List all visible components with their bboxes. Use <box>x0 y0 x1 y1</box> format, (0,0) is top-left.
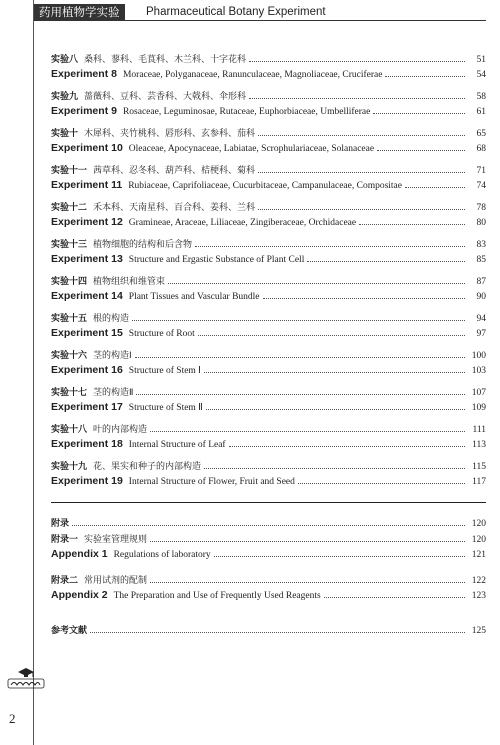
toc-entry-group <box>51 200 486 232</box>
toc-entry-zh[interactable] <box>51 311 486 327</box>
entry-number: Experiment 9 <box>51 105 117 117</box>
toc-entry-references[interactable] <box>51 623 486 639</box>
toc-entry-zh[interactable] <box>51 200 486 216</box>
leader-dots <box>373 113 465 114</box>
toc-entry-zh[interactable] <box>51 237 486 253</box>
entry-title: Internal Structure of Flower, Fruit and Seed <box>128 477 295 487</box>
toc-entry-en[interactable] <box>51 364 486 380</box>
entry-number: Experiment 11 <box>51 179 123 191</box>
entry-title: 茜草科、忍冬科、葫芦科、桔梗科、菊科 <box>93 166 256 176</box>
entry-title: Gramineae, Araceae, Liliaceae, Zingiberaceae, Orchidaceae <box>128 218 357 228</box>
toc-entry-en[interactable] <box>51 216 486 232</box>
entry-number: 参考文献 <box>51 626 88 636</box>
entry-title: 常用试剂的配制 <box>84 576 148 586</box>
entry-page: 111 <box>472 425 486 435</box>
entry-page: 85 <box>476 255 486 265</box>
entry-page: 120 <box>471 535 486 545</box>
header-title-en: Pharmaceutical Botany Experiment <box>146 6 326 18</box>
running-header <box>34 2 486 21</box>
leader-dots <box>249 61 465 62</box>
toc-entry-en[interactable] <box>51 327 486 343</box>
entry-title: 叶的内部构造 <box>93 425 148 435</box>
leader-dots <box>195 246 465 247</box>
entry-title: Rubiaceae, Caprifoliaceae, Cucurbitaceae, Campanulaceae, Compositae <box>128 181 402 191</box>
entry-number: Appendix 1 <box>51 548 108 560</box>
toc-entry-en[interactable] <box>51 253 486 269</box>
entry-page: 58 <box>476 92 486 102</box>
entry-page: 74 <box>476 181 486 191</box>
entry-number: 实验十一 <box>51 166 88 176</box>
entry-title: Plant Tissues and Vascular Bundle <box>128 292 260 302</box>
toc-entry-en[interactable] <box>51 179 486 195</box>
entry-page: 109 <box>471 403 486 413</box>
page-number: 2 <box>9 711 16 726</box>
entry-page: 71 <box>476 166 486 176</box>
entry-number: 实验十三 <box>51 240 88 250</box>
entry-title: Structure and Ergastic Substance of Plant Cell <box>128 255 305 265</box>
leader-dots <box>229 446 465 447</box>
entry-number: Experiment 12 <box>51 216 123 228</box>
toc-entry-group <box>51 459 486 491</box>
table-of-contents <box>51 52 486 496</box>
entry-number: Experiment 19 <box>51 475 123 487</box>
entry-page: 122 <box>471 576 486 586</box>
entry-page: 123 <box>471 591 486 601</box>
entry-number: 实验十五 <box>51 314 88 324</box>
entry-page: 107 <box>471 388 486 398</box>
entry-number: Experiment 10 <box>51 142 123 154</box>
toc-entry-appendix-2-en[interactable] <box>51 589 486 605</box>
entry-page: 120 <box>471 519 486 529</box>
entry-number: 实验十八 <box>51 425 88 435</box>
entry-number: 实验十四 <box>51 277 88 287</box>
leader-dots <box>214 556 465 557</box>
entry-page: 103 <box>471 366 486 376</box>
entry-title: 木犀科、夹竹桃科、唇形科、玄参科、茄科 <box>84 129 256 139</box>
entry-number: 实验十 <box>51 129 79 139</box>
entry-page: 121 <box>471 550 486 560</box>
leader-dots <box>258 172 465 173</box>
toc-entry-zh[interactable] <box>51 52 486 68</box>
leader-dots <box>150 541 465 542</box>
entry-title: 禾本科、天南星科、百合科、姜科、兰科 <box>93 203 256 213</box>
entry-title: 实验室管理规则 <box>84 535 148 545</box>
entry-page: 61 <box>476 107 486 117</box>
entry-number: 实验十六 <box>51 351 88 361</box>
leader-dots <box>136 394 465 395</box>
toc-entry-en[interactable] <box>51 475 486 491</box>
leader-dots <box>132 320 465 321</box>
entry-number: Experiment 18 <box>51 438 123 450</box>
entry-page: 115 <box>472 462 486 472</box>
entry-title: The Preparation and Use of Frequently Used Reagents <box>113 591 321 601</box>
entry-title: 花、果实和种子的内部构造 <box>93 462 202 472</box>
entry-title: 茎的构造Ⅱ <box>93 388 134 398</box>
toc-entry-zh[interactable] <box>51 163 486 179</box>
leader-dots <box>249 98 465 99</box>
toc-entry-zh[interactable] <box>51 459 486 475</box>
entry-page: 90 <box>476 292 486 302</box>
leader-dots <box>377 150 465 151</box>
toc-entry-zh[interactable] <box>51 274 486 290</box>
toc-entry-group <box>51 126 486 158</box>
leader-dots <box>204 468 465 469</box>
toc-entry-zh[interactable] <box>51 89 486 105</box>
entry-page: 65 <box>476 129 486 139</box>
entry-page: 54 <box>476 70 486 80</box>
entry-title: 根的构造 <box>93 314 130 324</box>
leader-dots <box>150 431 465 432</box>
toc-entry-group <box>51 89 486 121</box>
entry-title: 植物组织和维管束 <box>93 277 166 287</box>
entry-page: 97 <box>476 329 486 339</box>
entry-title: Structure of Stem Ⅰ <box>128 366 201 376</box>
leader-dots <box>135 357 465 358</box>
entry-page: 68 <box>476 144 486 154</box>
toc-entry-group <box>51 274 486 306</box>
entry-page: 83 <box>476 240 486 250</box>
entry-page: 125 <box>471 626 486 636</box>
leader-dots <box>206 409 465 410</box>
entry-title: Oleaceae, Apocynaceae, Labiatae, Scrophulariaceae, Solanaceae <box>128 144 375 154</box>
entry-number: 实验十七 <box>51 388 88 398</box>
entry-number: Experiment 14 <box>51 290 123 302</box>
leader-dots <box>405 187 465 188</box>
entry-number: Experiment 13 <box>51 253 123 265</box>
toc-entry-en[interactable] <box>51 142 486 158</box>
entry-number: Experiment 16 <box>51 364 123 376</box>
entry-title: 蔷薇科、豆科、芸香科、大戟科、伞形科 <box>84 92 247 102</box>
toc-entry-en[interactable] <box>51 290 486 306</box>
entry-title: 植物细胞的结构和后含物 <box>93 240 193 250</box>
toc-entry-group <box>51 422 486 454</box>
toc-entry-zh[interactable] <box>51 385 486 401</box>
leader-dots <box>359 224 465 225</box>
leader-dots <box>204 372 465 373</box>
leader-dots <box>258 135 465 136</box>
toc-entry-zh[interactable] <box>51 126 486 142</box>
section-divider <box>51 502 486 503</box>
entry-number: 附录一 <box>51 535 79 545</box>
toc-entry-en[interactable] <box>51 105 486 121</box>
entry-page: 94 <box>476 314 486 324</box>
entry-title: 桑科、蓼科、毛茛科、木兰科、十字花科 <box>84 55 247 65</box>
entry-page: 78 <box>476 203 486 213</box>
entry-page: 113 <box>472 440 486 450</box>
leader-dots <box>307 261 465 262</box>
toc-entry-zh[interactable] <box>51 348 486 364</box>
toc-entry-group <box>51 163 486 195</box>
entry-title: Structure of Stem Ⅱ <box>128 403 203 413</box>
toc-entry-appendix-1-en[interactable] <box>51 548 486 564</box>
entry-page: 51 <box>476 55 486 65</box>
toc-entry-zh[interactable] <box>51 422 486 438</box>
entry-title: Structure of Root <box>128 329 195 339</box>
entry-page: 117 <box>472 477 486 487</box>
toc-entry-group <box>51 237 486 269</box>
toc-entry-appendix-2-zh[interactable] <box>51 573 486 589</box>
entry-number: Experiment 17 <box>51 401 123 413</box>
leader-dots <box>324 597 465 598</box>
toc-entry-en[interactable] <box>51 438 486 454</box>
entry-page: 100 <box>471 351 486 361</box>
entry-number: Experiment 8 <box>51 68 117 80</box>
entry-number: 实验八 <box>51 55 79 65</box>
toc-entry-en[interactable] <box>51 68 486 84</box>
toc-entry-appendix-1-zh[interactable] <box>51 532 486 548</box>
publisher-logo-icon <box>6 667 46 691</box>
toc-entry-group <box>51 311 486 343</box>
entry-title: Moraceae, Polyganaceae, Ranunculaceae, Magnoliaceae, Cruciferae <box>122 70 383 80</box>
toc-entry-appendix[interactable] <box>51 516 486 532</box>
entry-number: Appendix 2 <box>51 589 108 601</box>
leader-dots <box>198 335 465 336</box>
entry-number: 实验九 <box>51 92 79 102</box>
entry-number: 实验十九 <box>51 462 88 472</box>
entry-title: Rosaceae, Leguminosae, Rutaceae, Euphorbiaceae, Umbelliferae <box>122 107 371 117</box>
header-title-zh: 药用植物学实验 <box>34 4 125 20</box>
entry-page: 80 <box>476 218 486 228</box>
leader-dots <box>72 525 465 526</box>
entry-title: Internal Structure of Leaf <box>128 440 226 450</box>
entry-number: 附录 <box>51 519 70 529</box>
leader-dots <box>385 76 465 77</box>
leader-dots <box>150 582 465 583</box>
entry-title: Regulations of laboratory <box>113 550 211 560</box>
leader-dots <box>263 298 465 299</box>
toc-entry-group <box>51 385 486 417</box>
leader-dots <box>168 283 465 284</box>
margin-rule <box>33 0 34 745</box>
appendix-list <box>51 516 486 648</box>
entry-page: 87 <box>476 277 486 287</box>
entry-number: Experiment 15 <box>51 327 123 339</box>
leader-dots <box>298 483 465 484</box>
entry-number: 实验十二 <box>51 203 88 213</box>
toc-entry-group <box>51 348 486 380</box>
leader-dots <box>90 632 465 633</box>
leader-dots <box>258 209 465 210</box>
toc-entry-en[interactable] <box>51 401 486 417</box>
entry-title: 茎的构造Ⅰ <box>93 351 132 361</box>
entry-number: 附录二 <box>51 576 79 586</box>
toc-entry-group <box>51 52 486 84</box>
